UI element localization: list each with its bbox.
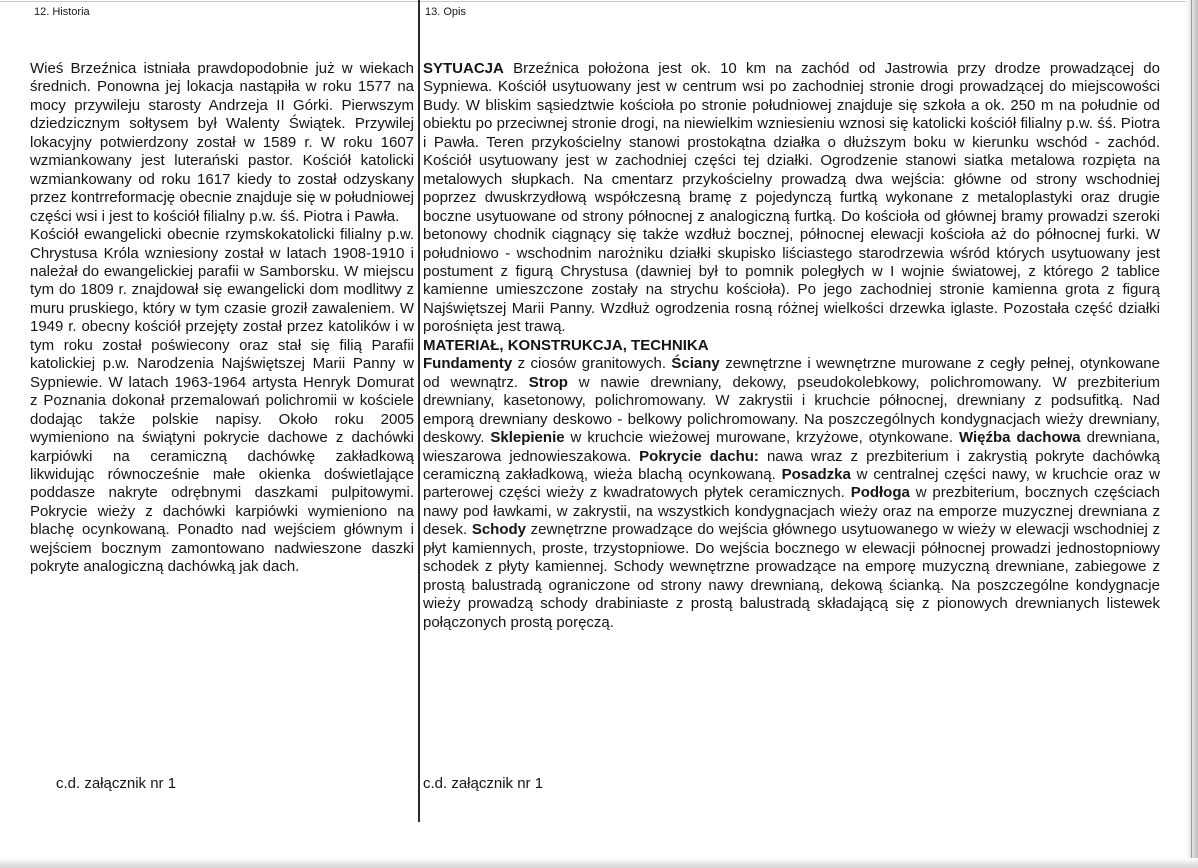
strop-text: w nawie drewniany, dekowy, pseudokolebkowy, polichromowany. W prezbiterium drewniany, kasetonowy, polichromowany. W zakrystii i kruchcie północnej, drewniany z podsufitką. Nad emporą drewniany deskowo - belkowy polichromowany. Na poszczególnych kondygnacjach wieży drewniany, deskowy.: [423, 373, 1160, 447]
podloga-text: w prezbiterium, bocznych częściach nawy pod ławkami, w zakrystii, na wszystkich kondygnacjach wieży oraz na emporze muzycznej drewniana z desek.: [423, 484, 1160, 539]
historia-paragraph-2: Kościół ewangelicki obecnie rzymskokatolicki filialny p.w. Chrystusa Króla wzniesiony został w latach 1908-1910 i należał do ewangelickiej parafii w Samborsku. W miejscu tym do 1809 r. znajdował się ewangelicki dom modlitwy z muru pruskiego, który w tym czasie groził zawaleniem. W 1949 r. obecny kościół przejęty został przez katolików i w tym roku został poświecony oraz stał się filią Parafii katolickiej p.w. Narodzenia Najświętszej Marii Panny w Sypniewie. W latach 1963-1964 artysta Henryk Domurat z Poznania dokonał przemalowań polichromii w kościele dodając także polskie napisy. Około roku 2005 wymieniono na świątyni pokrycie dachowe z dachówki karpiówki na ceramiczną dachówkę zakładkową likwidując równocześnie małe okienka doświetlające poddasze nakryte odrębnymi daszkami pulpitowymi. Pokrycie wieży z dachówki karpiówki wymieniono na blachę ocynkowaną. Ponadto nad wejściem głównym i wejściem bocznym zamontowano nadwieszone daszki pokryte analogiczną dachówką jak dach.: [30, 226, 414, 576]
podloga-label: Podłoga: [850, 484, 910, 502]
scan-edge-line: [1191, 0, 1192, 868]
material-paragraph: [423, 355, 1160, 632]
fundamenty-text: z ciosów granitowych.: [512, 355, 672, 373]
column-divider: [418, 0, 420, 822]
strop-label: Strop: [528, 373, 568, 391]
historia-column: [30, 60, 414, 577]
sklepienie-text: w kruchcie wieżowej murowane, krzyżowe, otynkowane.: [564, 429, 959, 447]
opis-header: 13. Opis: [425, 6, 466, 18]
scan-edge-shadow: [1186, 0, 1198, 868]
sytuacja-paragraph: [423, 60, 1160, 337]
wiezba-label: Więźba dachowa: [958, 429, 1081, 447]
opis-footnote: c.d. załącznik nr 1: [423, 775, 544, 792]
wiezba-text: drewniana, wieszarowa jednowieszakowa.: [423, 429, 1160, 465]
pokrycie-label: Pokrycie dachu:: [639, 447, 759, 465]
sytuacja-text: Brzeźnica położona jest ok. 10 km na zachód od Jastrowia przy drodze prowadzącej do Sypniewa. Kościół usytuowany jest w centrum wsi po zachodniej stronie drogi prowadzącej do miejscowości Budy. W bliskim sąsiedztwie kościoła po stronie południowej znajduje się szkoła a ok. 250 m na południe od obiektu po przeciwnej stronie drogi, na niewielkim wzniesieniu wznosi się katolicki kościół filialny p.w. śś. Piotra i Pawła. Teren przykościelny stanowi prostokątna działka o dłuższym boku w kierunku wschód - zachód. Kościół usytuowany jest w zachodniej części tej działki. Ogrodzenie stanowi siatka metalowa rozpięta na metalowych słupkach. Na cmentarz przykościelny prowadzą dwa wejścia: główne od strony wschodniej poprzez dwuskrzydłową współczesną bramę z pojedynczą furtką wykonane z metaloplastyki oraz drugie boczne usytuowane od strony północnej z analogiczną furtką. Do kościoła od głównej bramy prowadzi szeroki betonowy chodnik ciągnący się także wzdłuż bocznej, północnej elewacji kościoła aż do północnej furki. W południowo - wschodnim narożniku działki skupisko liściastego starodrzewia wśród których usytuowany jest postument z figurą Chrystusa (dawniej był to pomnik poległych w I wojnie światowej, z którego 2 tablice kamienne umieszczone zostały na strychu kościoła). Po jego zachodniej stronie kamienna grota z figurą Najświętszej Marii Panny. Wzdłuż ogrodzenia rosną różnej wielkości drzewka iglaste. Pozostała część działki porośnięta jest trawą.: [423, 60, 1160, 336]
historia-paragraph-1: Wieś Brzeźnica istniała prawdopodobnie już w wiekach średnich. Ponowna jej lokacja nastąpiła w roku 1577 na mocy przywileju starosty Andrzeja II Górki. Pierwszym dziedzicznym sołtysem był Walenty Świątek. Przywilej lokacyjny potwierdzony został w 1589 r. W roku 1607 wzmiankowany jest luterański pastor. Kościół katolicki wzmiankowany od roku 1617 kiedy to został odzyskany przez kontrreformację obecnie znajduje się w południowej części wsi i jest to kościół filialny p.w. śś. Piotra i Pawła.: [30, 60, 414, 225]
sciany-label: Ściany: [671, 355, 720, 373]
historia-footnote: c.d. załącznik nr 1: [56, 775, 177, 792]
material-heading: MATERIAŁ, KONSTRUKCJA, TECHNIKA: [423, 336, 709, 354]
pokrycie-text: nawa wraz z prezbiterium i zakrystią pokryte dachówką ceramiczną zakładkową, wieża blachą ocynkowaną.: [423, 447, 1160, 483]
schody-text: zewnętrzne prowadzące do wejścia głównego usytuowanego w wieży w elewacji wschodniej z płyt kamiennych, proste, trzystopniowe. Do wejścia bocznego w elewacji północnej prowadzi jednostopniowy schodek z płyty kamiennej. Schody wewnętrzne prowadzące na emporę muzyczną drewniane, zabiegowe z prostą balustradą ograniczone od strony nawy drewnianą, dekową ścianką. Na poszczególne kondygnacje wieży prowadzą schody drabiniaste z prostą balustradą składającą się z pionowych drewnianych listewek połączonych prostą poręczą.: [423, 521, 1160, 631]
posadzka-label: Posadzka: [781, 465, 851, 483]
scan-bottom-shadow: [0, 858, 1198, 868]
fundamenty-label: Fundamenty: [423, 355, 513, 373]
posadzka-text: w centralnej części nawy, w kruchcie oraz w parterowej części wieży z kwadratowych płytek ceramicznych.: [423, 465, 1160, 502]
opis-column: [423, 60, 1160, 632]
top-border: [0, 1, 1192, 2]
sytuacja-label: SYTUACJA: [423, 60, 504, 77]
sklepienie-label: Sklepienie: [490, 429, 565, 447]
schody-label: Schody: [471, 521, 526, 539]
historia-header: 12. Historia: [34, 6, 90, 18]
sciany-text: zewnętrzne i wewnętrzne murowane z cegły pełnej, otynkowane od wewnątrz.: [423, 355, 1160, 391]
